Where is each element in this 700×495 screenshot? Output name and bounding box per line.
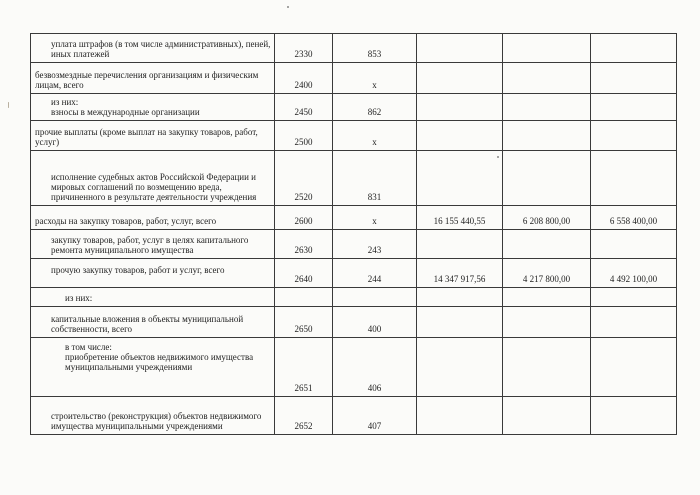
row-code: 2630: [275, 230, 333, 259]
row-name: уплата штрафов (в том числе административных), пеней, иных платежей: [31, 34, 275, 63]
row-value-1: [417, 121, 503, 151]
row-value-2: [503, 307, 591, 338]
row-name: исполнение судебных актов Российской Федерации и мировых соглашений по возмещению вреда, причиненного в результате деятельности учреждения: [31, 151, 275, 206]
row-code: 2640: [275, 259, 333, 288]
row-code: 2600: [275, 206, 333, 230]
row-name: капитальные вложения в объекты муниципальной собственности, всего: [31, 307, 275, 338]
row-value-1: 14 347 917,56: [417, 259, 503, 288]
row-kbk: 244: [333, 259, 417, 288]
row-code: 2650: [275, 307, 333, 338]
row-value-1: [417, 397, 503, 435]
row-value-2: [503, 230, 591, 259]
row-code: 2400: [275, 63, 333, 94]
row-name: из них:: [31, 288, 275, 307]
row-value-3: [591, 63, 677, 94]
row-value-3: [591, 307, 677, 338]
row-value-3: [591, 34, 677, 63]
row-name: строительство (реконструкция) объектов недвижимого имущества муниципальными учреждениями: [31, 397, 275, 435]
row-value-1: 16 155 440,55: [417, 206, 503, 230]
row-code: 2500: [275, 121, 333, 151]
row-value-1: [417, 288, 503, 307]
table-row: [31, 206, 677, 230]
row-name: прочие выплаты (кроме выплат на закупку товаров, работ, услуг): [31, 121, 275, 151]
scan-speck: [497, 156, 499, 158]
table-row: [31, 94, 677, 121]
row-kbk: 400: [333, 307, 417, 338]
row-kbk: х: [333, 63, 417, 94]
row-code: 2450: [275, 94, 333, 121]
row-kbk: 862: [333, 94, 417, 121]
table-row: [31, 121, 677, 151]
row-name: закупку товаров, работ, услуг в целях капитального ремонта муниципального имущества: [31, 230, 275, 259]
row-value-3: [591, 230, 677, 259]
row-value-1: [417, 63, 503, 94]
table-row: [31, 230, 677, 259]
row-kbk: [333, 288, 417, 307]
row-kbk: х: [333, 121, 417, 151]
row-kbk: 407: [333, 397, 417, 435]
row-code: 2652: [275, 397, 333, 435]
row-value-3: [591, 121, 677, 151]
row-kbk: х: [333, 206, 417, 230]
row-value-2: 4 217 800,00: [503, 259, 591, 288]
row-value-3: [591, 288, 677, 307]
row-value-2: 6 208 800,00: [503, 206, 591, 230]
row-value-1: [417, 34, 503, 63]
table-row: [31, 63, 677, 94]
row-value-2: [503, 34, 591, 63]
row-value-3: [591, 338, 677, 397]
table-row: [31, 397, 677, 435]
row-name: в том числе: приобретение объектов недвижимого имущества муниципальными учреждениями: [31, 338, 275, 397]
row-value-2: [503, 121, 591, 151]
row-name: безвозмездные перечисления организациям и физическим лицам, всего: [31, 63, 275, 94]
table-row: [31, 34, 677, 63]
row-value-2: [503, 288, 591, 307]
row-value-1: [417, 307, 503, 338]
row-code: 2651: [275, 338, 333, 397]
table-row: [31, 338, 677, 397]
row-value-2: [503, 63, 591, 94]
row-code: 2330: [275, 34, 333, 63]
row-kbk: 831: [333, 151, 417, 206]
row-value-3: [591, 397, 677, 435]
row-value-1: [417, 230, 503, 259]
scan-speck: [8, 102, 9, 108]
row-value-2: [503, 338, 591, 397]
row-name: из них: взносы в международные организации: [31, 94, 275, 121]
row-kbk: 406: [333, 338, 417, 397]
row-value-1: [417, 151, 503, 206]
row-value-3: [591, 151, 677, 206]
row-name: прочую закупку товаров, работ и услуг, всего: [31, 259, 275, 288]
row-value-3: 6 558 400,00: [591, 206, 677, 230]
row-code: 2520: [275, 151, 333, 206]
row-value-2: [503, 151, 591, 206]
row-value-3: 4 492 100,00: [591, 259, 677, 288]
row-value-3: [591, 94, 677, 121]
table-row: [31, 307, 677, 338]
table-row: [31, 259, 677, 288]
row-value-2: [503, 94, 591, 121]
row-name: расходы на закупку товаров, работ, услуг, всего: [31, 206, 275, 230]
row-value-2: [503, 397, 591, 435]
table-row: [31, 288, 677, 307]
row-value-1: [417, 94, 503, 121]
row-code: [275, 288, 333, 307]
row-kbk: 853: [333, 34, 417, 63]
row-value-1: [417, 338, 503, 397]
table-row: [31, 151, 677, 206]
scan-speck: [287, 6, 289, 8]
budget-expenses-table: [30, 33, 677, 435]
row-kbk: 243: [333, 230, 417, 259]
